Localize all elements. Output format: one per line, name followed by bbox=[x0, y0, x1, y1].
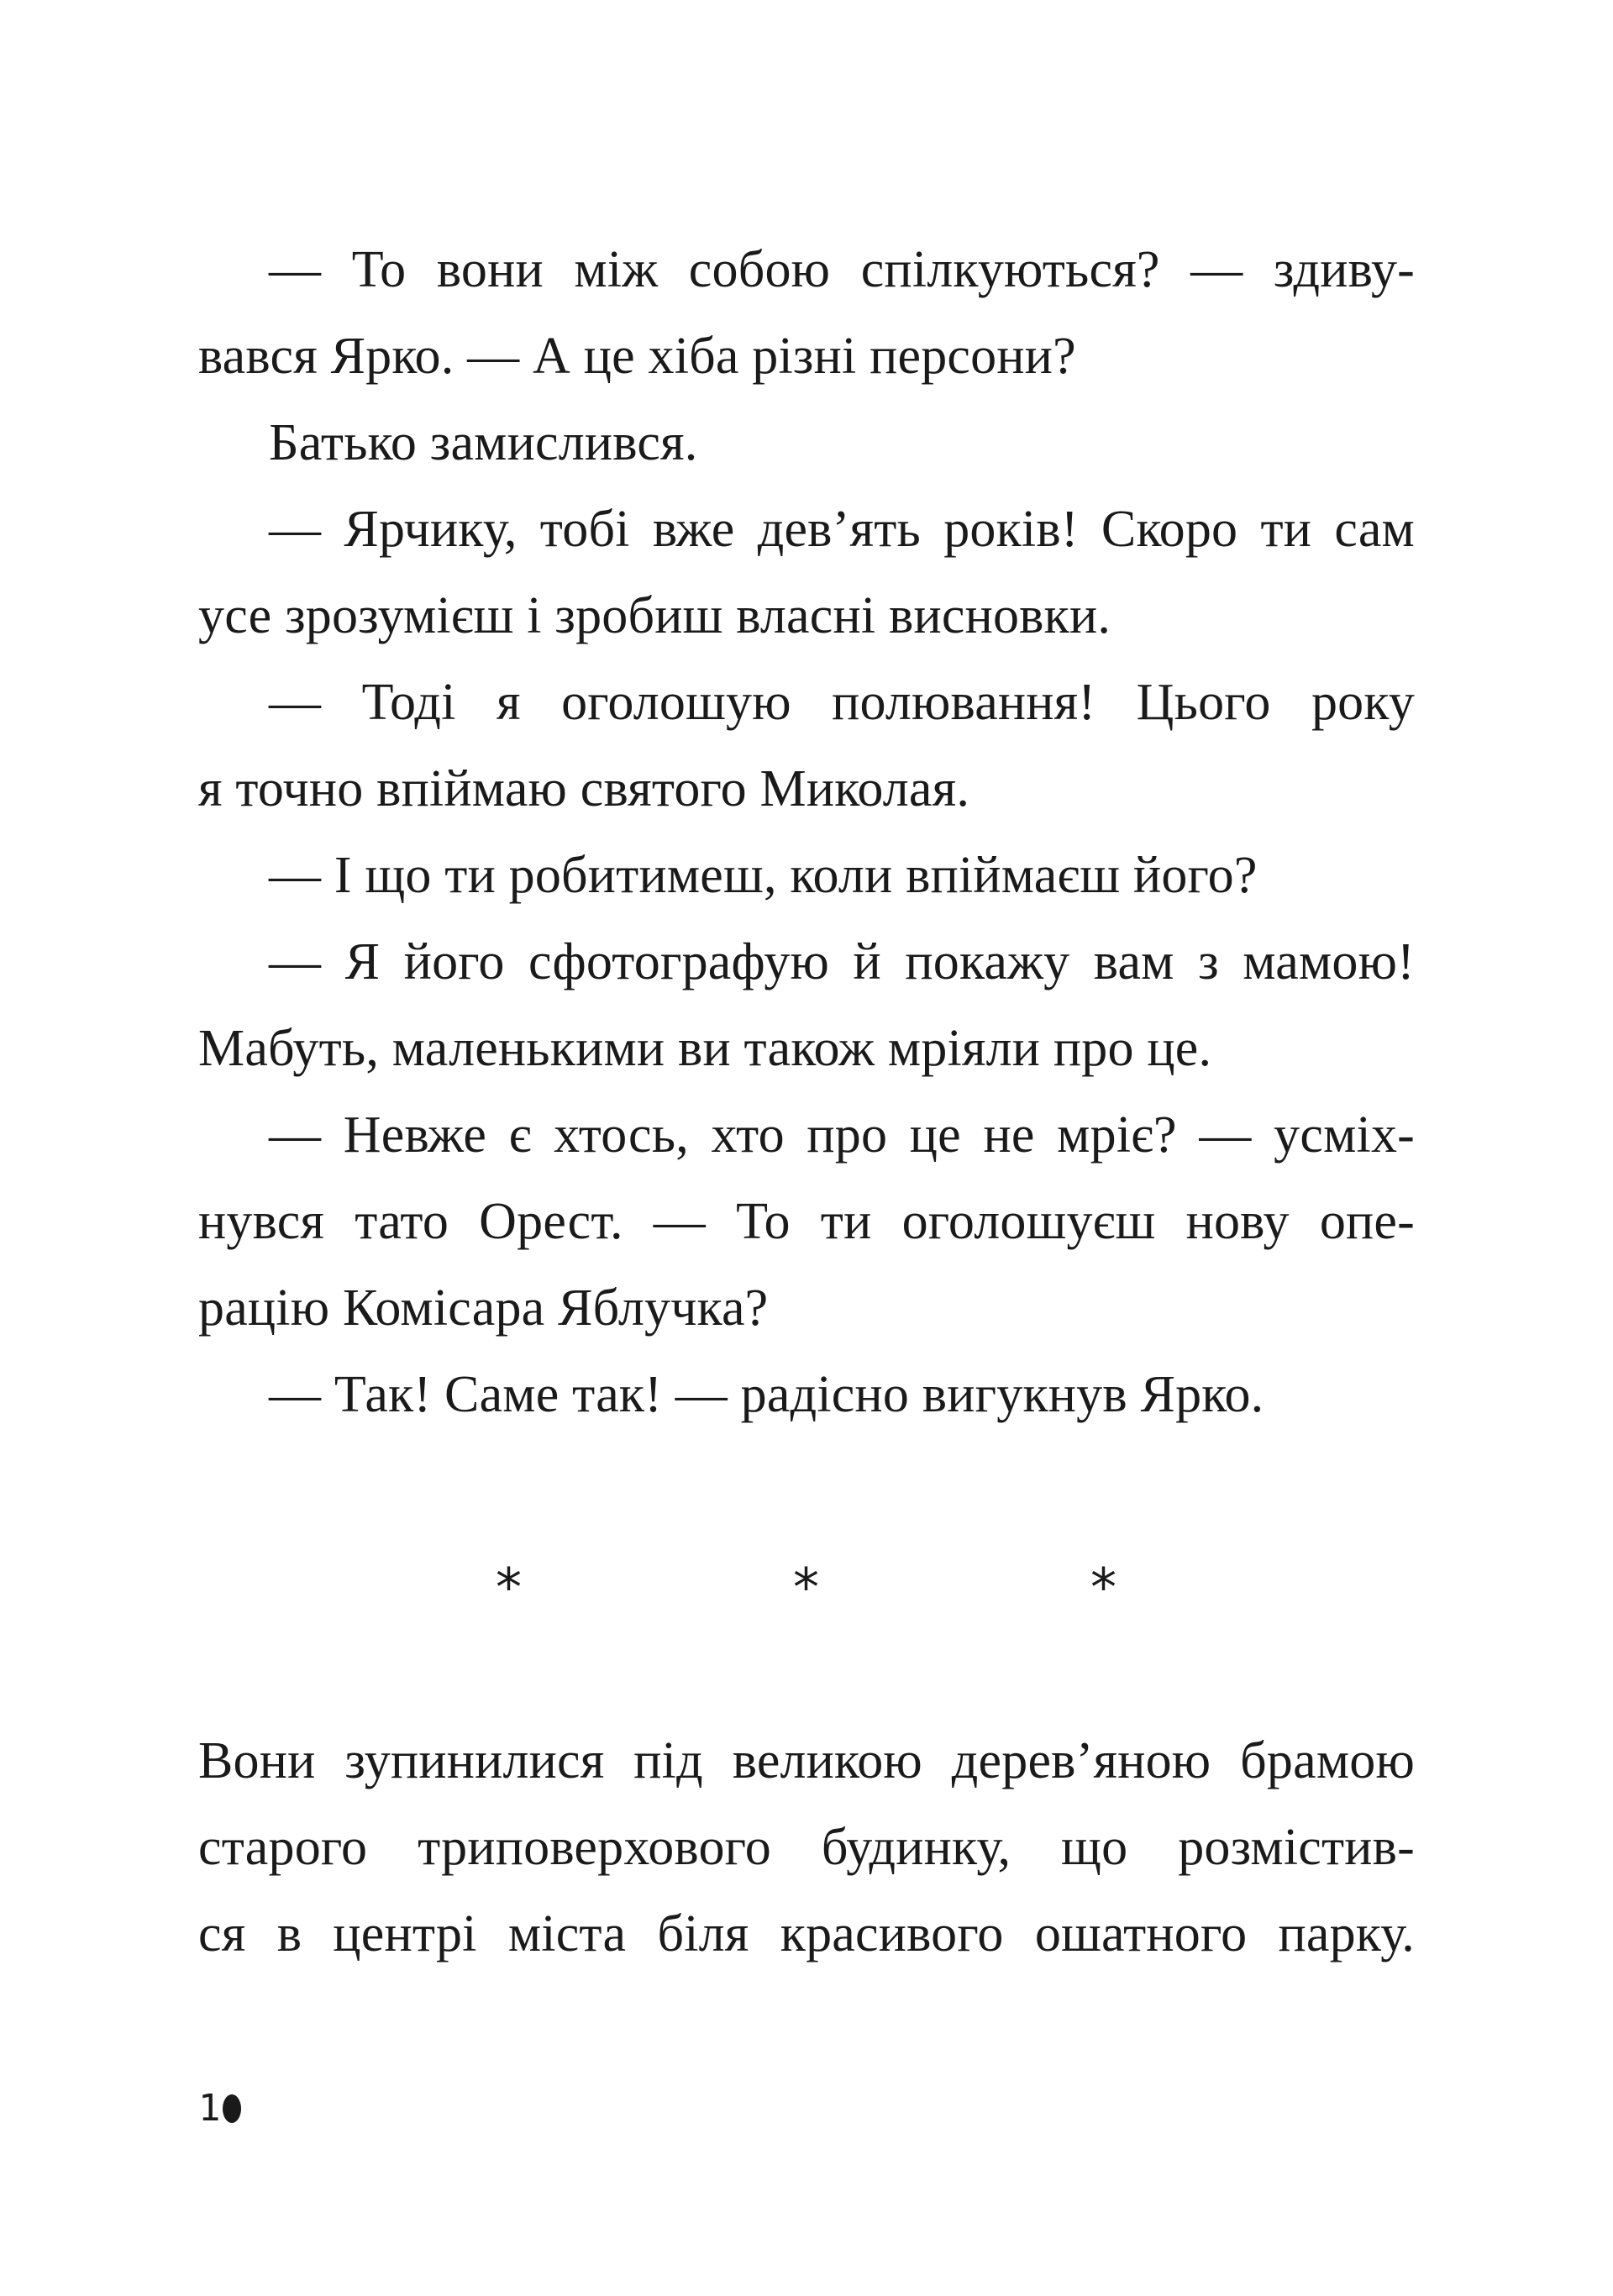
text-line: Батько замислився. bbox=[269, 414, 698, 471]
text-line: — Так! Саме так! — радісно вигукнув Ярко. bbox=[269, 1366, 1264, 1423]
narrative-paragraph bbox=[198, 1718, 1415, 1978]
dialogue-section bbox=[198, 227, 1415, 1438]
text-line: — Ярчику, тобі вже дев’ять років! Скоро ти сам bbox=[269, 501, 1415, 558]
text-line: — То вони між собою спілкуються? — здиву- bbox=[269, 241, 1415, 298]
page-number-dot-glyph bbox=[223, 2094, 241, 2123]
text-line: я точно впіймаю святого Миколая. bbox=[198, 760, 970, 817]
page-number bbox=[198, 2085, 241, 2132]
text-line: Мабуть, маленькими ви також мріяли про це. bbox=[198, 1020, 1212, 1077]
separator-asterisk: * bbox=[496, 1557, 522, 1618]
text-line: — Невже є хтось, хто про це не мріє? — усміх- bbox=[269, 1106, 1415, 1164]
text-line: — І що ти робитимеш, коли впіймаєш його? bbox=[269, 847, 1258, 904]
text-line: Вони зупинилися під великою дерев’яною брамою bbox=[198, 1732, 1415, 1789]
separator-asterisk: * bbox=[793, 1557, 819, 1618]
text-line: нувся тато Орест. — То ти оголошуєш нову опе- bbox=[198, 1193, 1415, 1250]
separator-asterisk: * bbox=[1090, 1557, 1116, 1618]
text-line: усе зрозумієш і зробиш власні висновки. bbox=[198, 587, 1111, 644]
text-line: старого триповерхового будинку, що розмістив- bbox=[198, 1819, 1415, 1876]
text-line: вався Ярко. — А це хіба різні персони? bbox=[198, 328, 1076, 385]
text-line: — Тоді я оголошую полювання! Цього року bbox=[269, 674, 1415, 731]
text-line: рацію Комісара Яблучка? bbox=[198, 1279, 769, 1337]
section-separator bbox=[0, 1550, 1613, 1626]
text-line: ся в центрі міста біля красивого ошатного парку. bbox=[198, 1905, 1415, 1962]
page-number-digit: 1 bbox=[198, 2087, 221, 2130]
text-line: — Я його сфотографую й покажу вам з мамою! bbox=[269, 933, 1415, 990]
